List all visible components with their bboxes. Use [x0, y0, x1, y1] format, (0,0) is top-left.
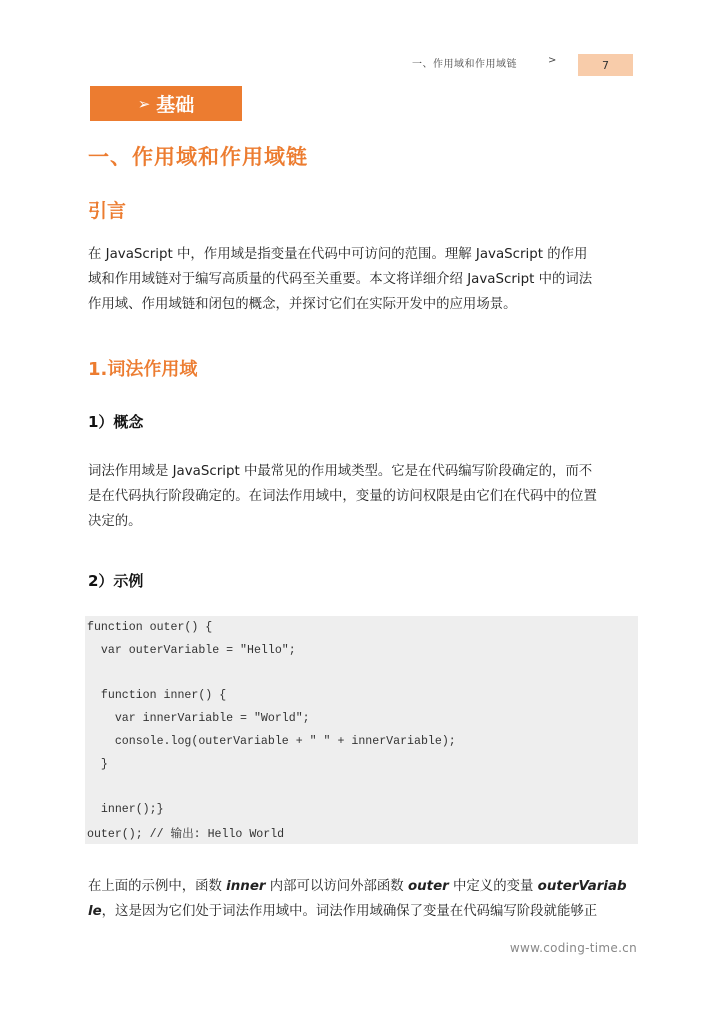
text-run: ，这是因为它们处于词法作用域中。词法作用域确保了变量在代码编写阶段就能够正	[101, 904, 598, 919]
code-term: outerVariab	[537, 879, 627, 894]
intro-heading: 引言	[88, 200, 127, 222]
code-line: function inner() {	[87, 689, 227, 702]
text-line: 是在代码执行阶段确定的。在词法作用域中，变量的访问权限是由它们在代码中的位置	[88, 489, 597, 504]
code-line: console.log(outerVariable + " " + innerVariable);	[87, 735, 456, 748]
intro-paragraph	[88, 242, 640, 317]
code-line: inner();}	[87, 803, 164, 816]
code-line: function outer() {	[87, 621, 213, 634]
code-block	[85, 616, 638, 844]
code-line: }	[87, 758, 108, 771]
header-separator: >	[548, 55, 557, 66]
code-line: outer(); // 输出: Hello World	[87, 828, 285, 841]
text-line	[88, 874, 640, 899]
text-run: 内部可以访问外部函数	[265, 879, 408, 894]
concept-heading: 1）概念	[88, 413, 144, 431]
section-heading: 1.词法作用域	[88, 359, 198, 380]
footer-url: www.coding-time.cn	[509, 941, 637, 955]
text-line: 词法作用域是 JavaScript 中最常见的作用域类型。它是在代码编写阶段确定的，而不	[88, 464, 593, 479]
text-line: 决定的。	[88, 514, 142, 529]
text-run: 在上面的示例中，函数	[88, 879, 227, 894]
text-line: 在 JavaScript 中，作用域是指变量在代码中可访问的范围。理解 JavaScript 的作用	[88, 247, 588, 262]
code-term: outer	[407, 879, 449, 894]
header-breadcrumb: 一、作用域和作用域链	[412, 59, 517, 70]
example-heading: 2）示例	[88, 572, 144, 590]
text-run: 中定义的变量	[448, 879, 538, 894]
text-line	[88, 899, 640, 924]
chapter-title: 一、作用域和作用域链	[88, 145, 308, 169]
arrow-icon: ➢	[137, 94, 151, 113]
code-line: var outerVariable = "Hello";	[87, 644, 296, 657]
page-number: 7	[578, 54, 633, 76]
text-line: 域和作用域链对于编写高质量的代码至关重要。本文将详细介绍 JavaScript 中的词法	[88, 272, 593, 287]
code-line: var innerVariable = "World";	[87, 712, 310, 725]
concept-paragraph	[88, 459, 640, 534]
code-term: le	[88, 904, 102, 919]
section-badge	[90, 86, 242, 121]
badge-label: 基础	[156, 94, 195, 116]
explanation-paragraph	[88, 874, 640, 924]
text-line: 作用域、作用域链和闭包的概念，并探讨它们在实际开发中的应用场景。	[88, 297, 517, 312]
code-term: inner	[226, 879, 266, 894]
